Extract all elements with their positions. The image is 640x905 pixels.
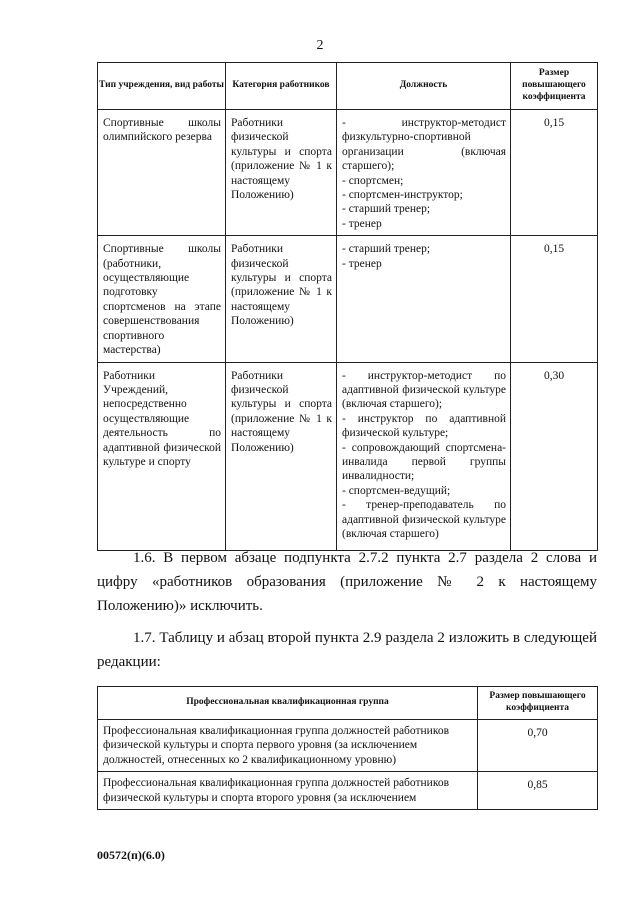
table-row xyxy=(98,236,598,362)
column-header: Размер повышающего коэффициента xyxy=(511,63,598,110)
column-header: Тип учреждения, вид работы xyxy=(98,63,226,110)
table-row xyxy=(98,772,598,810)
worker-category-cell: Работники физической культуры и спорта (приложение № 1 к настоящему Положению) xyxy=(226,236,337,362)
column-header: Категория работников xyxy=(226,63,337,110)
qualification-group-cell: Профессиональная квалификационная группа должностей работников физической культуры и спорта первого уровня (за исключением должностей, отнесенных ко 2 квалификационному уровню) xyxy=(98,720,478,772)
document-code: 00572(п)(6.0) xyxy=(97,848,165,862)
table-row xyxy=(98,720,598,772)
coefficient-value: 0,30 xyxy=(511,362,598,550)
position-item: - тренер xyxy=(342,257,382,270)
paragraph-text: 1.7. Таблицу и абзац второй пункта 2.9 раздела 2 изложить в следующей редакции: xyxy=(97,630,597,670)
table-row xyxy=(98,362,598,550)
positions-cell xyxy=(337,110,511,236)
paragraph-text: 1.6. В первом абзаце подпункта 2.7.2 пункта 2.7 раздела 2 слова и цифру «работников образования (приложение № 2 к настоящему Положению)» исключить. xyxy=(97,550,597,614)
coefficient-value: 0,15 xyxy=(511,236,598,362)
column-header: Профессиональная квалификационная группа xyxy=(98,687,478,720)
column-header: Должность xyxy=(337,63,511,110)
coefficients-table-groups xyxy=(97,686,598,810)
institution-type-cell: Спортивные школы олимпийского резерва xyxy=(98,110,226,236)
table-header-row xyxy=(98,687,598,720)
coefficient-value: 0,15 xyxy=(511,110,598,236)
coefficients-table-positions xyxy=(97,62,598,551)
paragraph-1-6 xyxy=(97,546,597,618)
position-item: - инструктор-методист физкультурно-спортивной организации (включая старшего); xyxy=(342,117,506,173)
position-item: - тренер xyxy=(342,217,382,230)
column-header: Размер повышающего коэффициента xyxy=(478,687,598,720)
institution-type-cell: Спортивные школы (работники, осуществляющие подготовку спортсменов на этапе совершенствования спортивного мастерства) xyxy=(98,236,226,362)
worker-category-cell: Работники физической культуры и спорта (приложение № 1 к настоящему Положению) xyxy=(226,110,337,236)
position-item: - спортсмен-инструктор; xyxy=(342,189,463,202)
position-item: - спортсмен; xyxy=(342,174,404,187)
paragraph-1-7 xyxy=(97,626,597,674)
position-item: - инструктор по адаптивной физической культуре; xyxy=(342,412,506,440)
positions-cell xyxy=(337,236,511,362)
position-item: - спортсмен-ведущий; xyxy=(342,484,451,497)
position-item: - инструктор-методист по адаптивной физической культуре (включая старшего); xyxy=(342,369,506,411)
institution-type-cell: Работники Учреждений, непосредственно осуществляющие деятельность по адаптивной физической культуре и спорту xyxy=(98,362,226,550)
position-item: - старший тренер; xyxy=(342,203,431,216)
qualification-group-cell: Профессиональная квалификационная группа должностей работников физической культуры и спорта второго уровня (за исключением xyxy=(98,772,478,810)
table-header-row xyxy=(98,63,598,110)
coefficient-value: 0,85 xyxy=(478,772,598,810)
position-item: - старший тренер; xyxy=(342,243,431,256)
position-item: - сопровождающий спортсмена-инвалида первой группы инвалидности; xyxy=(342,441,506,483)
position-item: - тренер-преподаватель по адаптивной физической культуре (включая старшего) xyxy=(342,499,506,540)
coefficient-value: 0,70 xyxy=(478,720,598,772)
positions-cell xyxy=(337,362,511,550)
table-row xyxy=(98,110,598,236)
worker-category-cell: Работники физической культуры и спорта (приложение № 1 к настоящему Положению) xyxy=(226,362,337,550)
page-number: 2 xyxy=(316,38,324,53)
